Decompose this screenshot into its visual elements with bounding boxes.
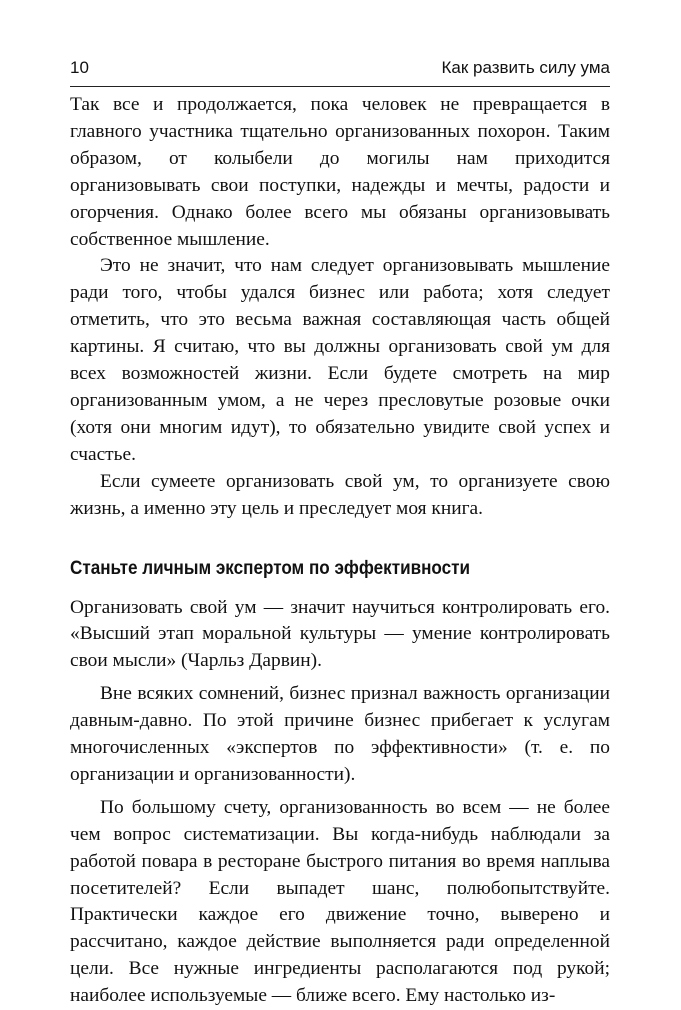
paragraph-3: Если сумеете организовать свой ум, то организуете свою жизнь, а именно эту цель и преследует моя книга. xyxy=(70,470,610,519)
section-heading: Станьте личным экспертом по эффективности xyxy=(70,557,471,579)
running-title: Как развить силу ума xyxy=(441,58,610,77)
page-number: 10 xyxy=(70,58,89,77)
paragraph-6: По большому счету, организованность во всем — не более чем вопрос систематизации. Вы когда-нибудь наблюдали за работой повара в ресторане быстрого питания во время наплыва посетителей? Если выпадет шанс, полюбопытствуйте. Практически каждое его движение точно, выверено и рассчитано, каждое действие выполняется ради определенной цели. Все нужные ингредиенты располагаются под рукой; наиболее используемые — ближе всего. Ему настолько из- xyxy=(70,796,610,1007)
running-header xyxy=(70,58,610,82)
paragraph-4: Организовать свой ум — значит научиться контролировать его. «Высший этап моральной культуры — умение контролировать свои мысли» (Чарльз Дарвин). xyxy=(70,596,610,672)
paragraph-5: Вне всяких сомнений, бизнес признал важность организации давным-давно. По этой причине бизнес прибегает к услугам многочисленных «экспертов по эффективности» (т. е. по организации и организованности). xyxy=(70,683,610,785)
paragraph-1: Так все и продолжается, пока человек не превращается в главного участника тщательно организованных похорон. Таким образом, от колыбели до могилы нам приходится организовывать свои поступки, надежды и мечты, радости и огорчения. Однако более всего мы обязаны организовывать собственное мышление. xyxy=(70,94,610,250)
page-body xyxy=(70,92,610,1010)
paragraph-2: Это не значит, что нам следует организовывать мышление ради того, чтобы удался бизнес или работа; хотя следует отметить, что это весьма важная составляющая часть общей картины. Я считаю, что вы должны организовать свой ум для всех возможностей жизни. Если будете смотреть на мир организованным умом, а не через пресловутые розовые очки (хотя они многим идут), то обязательно увидите свой успех и счастье. xyxy=(70,255,610,465)
header-rule xyxy=(70,86,610,87)
